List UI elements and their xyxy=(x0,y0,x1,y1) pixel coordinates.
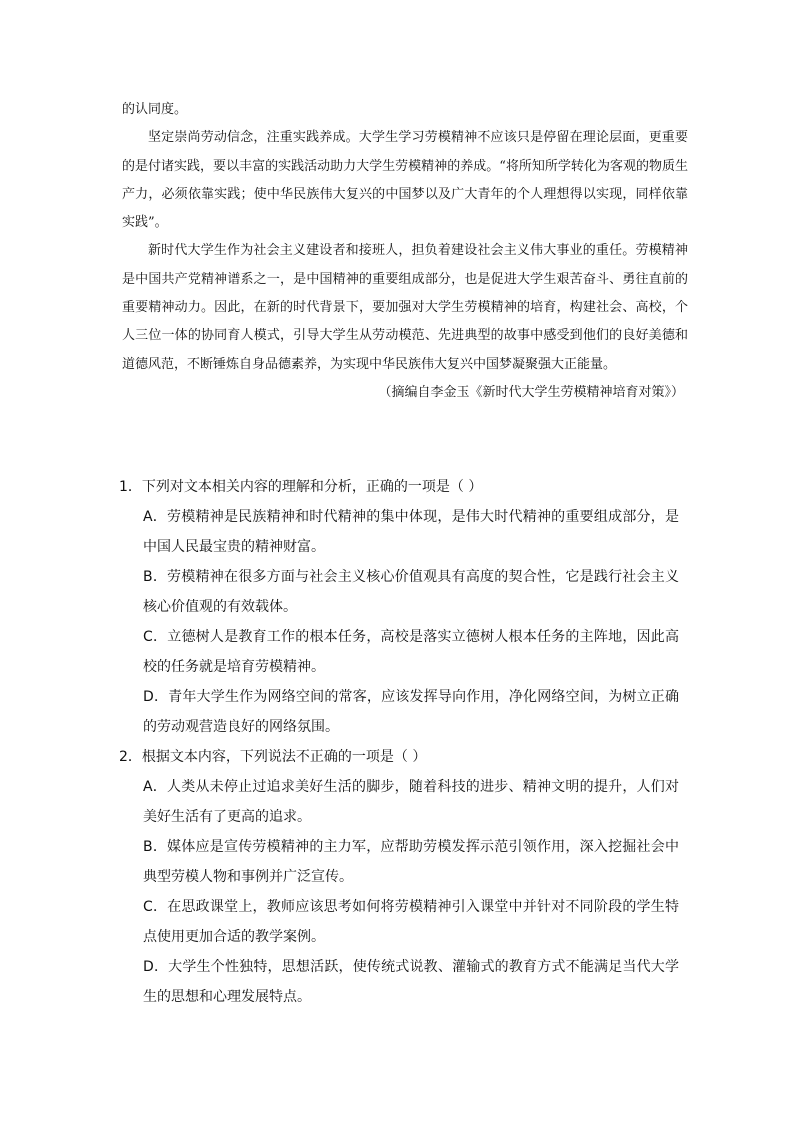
option-c: C．立德树人是教育工作的根本任务，高校是落实立德树人根本任务的主阵地，因此高校的任务就是培育劳模精神。 xyxy=(143,629,679,675)
option-b: B．劳模精神在很多方面与社会主义核心价值观具有高度的契合性，它是践行社会主义核心价值观的有效载体。 xyxy=(143,569,679,615)
reading-passage xyxy=(122,96,688,407)
option-c: C．在思政课堂上，教师应该思考如何将劳模精神引入课堂中并针对不同阶段的学生特点使用更加合适的教学案例。 xyxy=(143,899,679,945)
option-b: B．媒体应是宣传劳模精神的主力军，应帮助劳模发挥示范引领作用，深入挖掘社会中典型劳模人物和事例并广泛宣传。 xyxy=(143,839,679,885)
question-1 xyxy=(119,472,679,742)
passage-paragraph: 的认同度。 xyxy=(122,102,188,117)
option-a: A．劳模精神是民族精神和时代精神的集中体现，是伟大时代精神的重要组成部分，是中国人民最宝贵的精神财富。 xyxy=(143,509,679,555)
option-d: D．青年大学生作为网络空间的常客，应该发挥导向作用，净化网络空间，为树立正确的劳动观营造良好的网络氛围。 xyxy=(143,689,679,735)
question-list xyxy=(119,472,679,1012)
option-d: D．大学生个性独特，思想活跃，使传统式说教、灌输式的教育方式不能满足当代大学生的思想和心理发展特点。 xyxy=(143,959,679,1005)
question-stem: 2．根据文本内容，下列说法不正确的一项是（ ） xyxy=(119,749,427,765)
passage-paragraph: 新时代大学生作为社会主义建设者和接班人，担负着建设社会主义伟大事业的重任。劳模精神是中国共产党精神谱系之一，是中国精神的重要组成部分，也是促进大学生艰苦奋斗、勇往直前的重要精神动力。因此，在新的时代背景下，要加强对大学生劳模精神的培育，构建社会、高校，个人三位一体的协同育人模式，引导大学生从劳动模范、先进典型的故事中感受到他们的良好美德和道德风范，不断锤炼自身品德素养，为实现中华民族伟大复兴中国梦凝聚强大正能量。 xyxy=(122,243,688,372)
option-a: A．人类从未停止过追求美好生活的脚步，随着科技的进步、精神文明的提升，人们对美好生活有了更高的追求。 xyxy=(143,779,679,825)
passage-source: （摘编自李金玉《新时代大学生劳模精神培育对策》） xyxy=(378,384,684,400)
question-stem: 1．下列对文本相关内容的理解和分析，正确的一项是（ ） xyxy=(119,479,483,495)
passage-paragraph: 坚定崇尚劳动信念，注重实践养成。大学生学习劳模精神不应该只是停留在理论层面，更重要的是付诸实践，要以丰富的实践活动助力大学生劳模精神的养成。“将所知所学转化为客观的物质生产力，必须依靠实践；使中华民族伟大复兴的中国梦以及广大青年的个人理想得以实现，同样依靠实践”。 xyxy=(122,130,688,231)
question-2 xyxy=(119,742,679,1012)
